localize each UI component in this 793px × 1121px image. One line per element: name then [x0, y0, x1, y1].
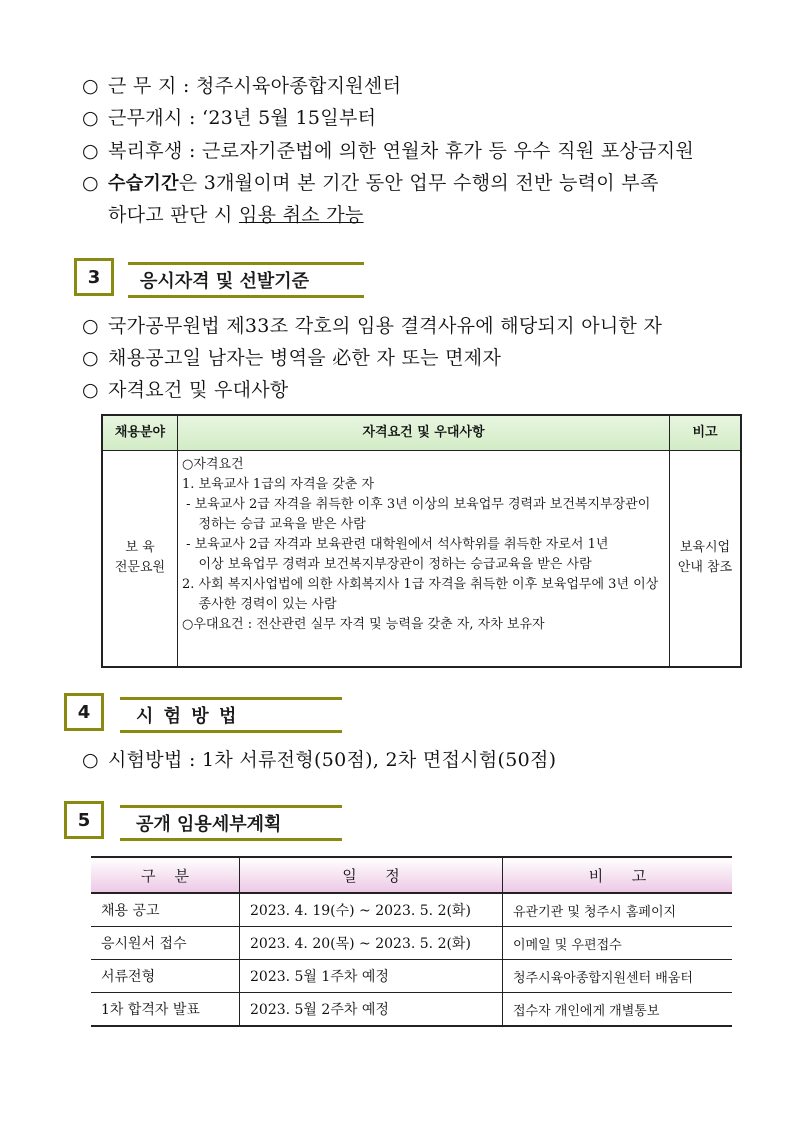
row-category: 응시원서 접수: [91, 927, 240, 960]
section-number: 3: [74, 258, 114, 296]
row-category: 채용 공고: [91, 893, 240, 927]
section-title: 시 험 방 법: [120, 697, 342, 733]
probation-text-2: 하다고 판단 시: [108, 204, 239, 226]
bullet: ○: [82, 75, 99, 97]
header-field: 채용분야: [102, 415, 178, 451]
table-row: [91, 893, 732, 927]
requirement-line: 종사한 경력이 있는 사람: [182, 597, 337, 612]
header-category: 구 분: [91, 857, 240, 893]
work-location-value: 청주시육아종합지원센터: [196, 75, 402, 97]
section-title: 응시자격 및 선발기준: [128, 262, 364, 298]
welfare-value: 근로자기준법에 의한 연월차 휴가 등 우수 직원 포상금지원: [202, 140, 695, 162]
bullet-text: 자격요건 및 우대사항: [108, 379, 289, 401]
header-schedule: 일 정: [240, 857, 503, 893]
row-schedule: 2023. 4. 19(수) ~ 2023. 5. 2(화): [240, 893, 503, 927]
section-number: 5: [64, 801, 104, 839]
section-4-header: [64, 693, 342, 737]
probation-text: 은 3개월이며 본 기간 동안 업무 수행의 전반 능력이 부족: [178, 172, 659, 194]
requirement-line: 1. 보육교사 1급의 자격을 갖춘 자: [182, 477, 375, 492]
bullet: ○: [82, 379, 99, 401]
section-number: 4: [64, 693, 104, 731]
note-line: 보육시업: [679, 540, 731, 556]
bullet: ○: [82, 749, 99, 771]
separator: :: [182, 107, 203, 129]
note-cell: [670, 451, 742, 667]
row-remarks: 유관기관 및 청주시 홈페이지: [503, 893, 733, 927]
header-remarks: 비 고: [503, 857, 733, 893]
qualification-bullet-3: [82, 378, 289, 402]
section-title: 공개 임용세부계획: [120, 805, 342, 841]
bullet: ○: [82, 315, 99, 337]
section-5-header: [64, 801, 342, 845]
requirement-line: ○우대요건 : 전산관련 실무 자격 및 능력을 갖춘 자, 자차 보유자: [182, 617, 545, 632]
section-3-header: [74, 258, 364, 302]
table-row: [91, 960, 732, 993]
work-start-label: 근무개시: [108, 107, 183, 129]
work-location-line: [82, 74, 401, 98]
bullet: ○: [82, 347, 99, 369]
row-remarks: 청주시육아종합지원센터 배움터: [503, 960, 733, 993]
probation-underlined: 임용 취소 가능: [238, 204, 364, 226]
bullet: ○: [82, 107, 99, 129]
row-category: 서류전형: [91, 960, 240, 993]
row-schedule: 2023. 5월 2주차 예정: [240, 993, 503, 1027]
row-category: 1차 합격자 발표: [91, 993, 240, 1027]
requirement-line: - 보육교사 2급 자격과 보육관련 대학원에서 석사학위를 취득한 자로서 1년: [182, 537, 609, 552]
qualification-bullet-2: [82, 346, 501, 370]
requirement-line: ○자격요건: [182, 457, 244, 472]
bullet: ○: [82, 172, 99, 194]
work-start-line: [82, 106, 376, 130]
row-schedule: 2023. 4. 20(목) ~ 2023. 5. 2(화): [240, 927, 503, 960]
requirement-line: 2. 사회 복지사업법에 의한 사회복지사 1급 자격을 취득한 이후 보육업무에 3년 이상: [182, 577, 659, 592]
bullet-text: 국가공무원법 제33조 각호의 임용 결격사유에 해당되지 아니한 자: [108, 315, 663, 337]
table-row: [91, 993, 732, 1027]
requirement-line: - 보육교사 2급 자격을 취득한 이후 3년 이상의 보육업무 경력과 보건복지부장관이: [182, 497, 651, 512]
header-requirements: 자격요건 및 우대사항: [178, 415, 670, 451]
qualification-table: [101, 414, 742, 668]
work-location-label: 근 무 지: [108, 75, 177, 97]
row-remarks: 접수자 개인에게 개별통보: [503, 993, 733, 1027]
probation-line: [82, 171, 659, 196]
bullet-text: 채용공고일 남자는 병역을 必한 자 또는 면제자: [108, 347, 502, 369]
welfare-line: [82, 139, 694, 163]
qualification-bullet-1: [82, 314, 662, 338]
row-schedule: 2023. 5월 1주차 예정: [240, 960, 503, 993]
header-note: 비고: [670, 415, 742, 451]
separator: :: [176, 75, 197, 97]
requirement-line: 이상 보육업무 경력과 보건복지부장관이 정하는 승급교육을 받은 사람: [182, 557, 592, 572]
field-cell: [102, 451, 178, 667]
probation-label: 수습기간: [108, 173, 179, 194]
work-start-value: ‘23년 5월 15일부터: [202, 107, 377, 129]
field-line: 보 육: [125, 540, 155, 556]
requirement-line: 정하는 승급 교육을 받은 사람: [182, 517, 366, 532]
note-line: 안내 참조: [677, 560, 733, 576]
welfare-label: 복리후생: [108, 140, 183, 162]
requirements-cell: [178, 451, 670, 667]
bullet: ○: [82, 140, 99, 162]
separator: :: [182, 140, 203, 162]
exam-method-line: [82, 748, 556, 772]
row-remarks: 이메일 및 우편접수: [503, 927, 733, 960]
probation-line-2: [108, 203, 364, 227]
field-line: 전문요원: [114, 560, 166, 576]
exam-method-text: 시험방법 : 1차 서류전형(50점), 2차 면접시험(50점): [108, 749, 557, 771]
schedule-table: [91, 856, 732, 1027]
table-row: [91, 927, 732, 960]
